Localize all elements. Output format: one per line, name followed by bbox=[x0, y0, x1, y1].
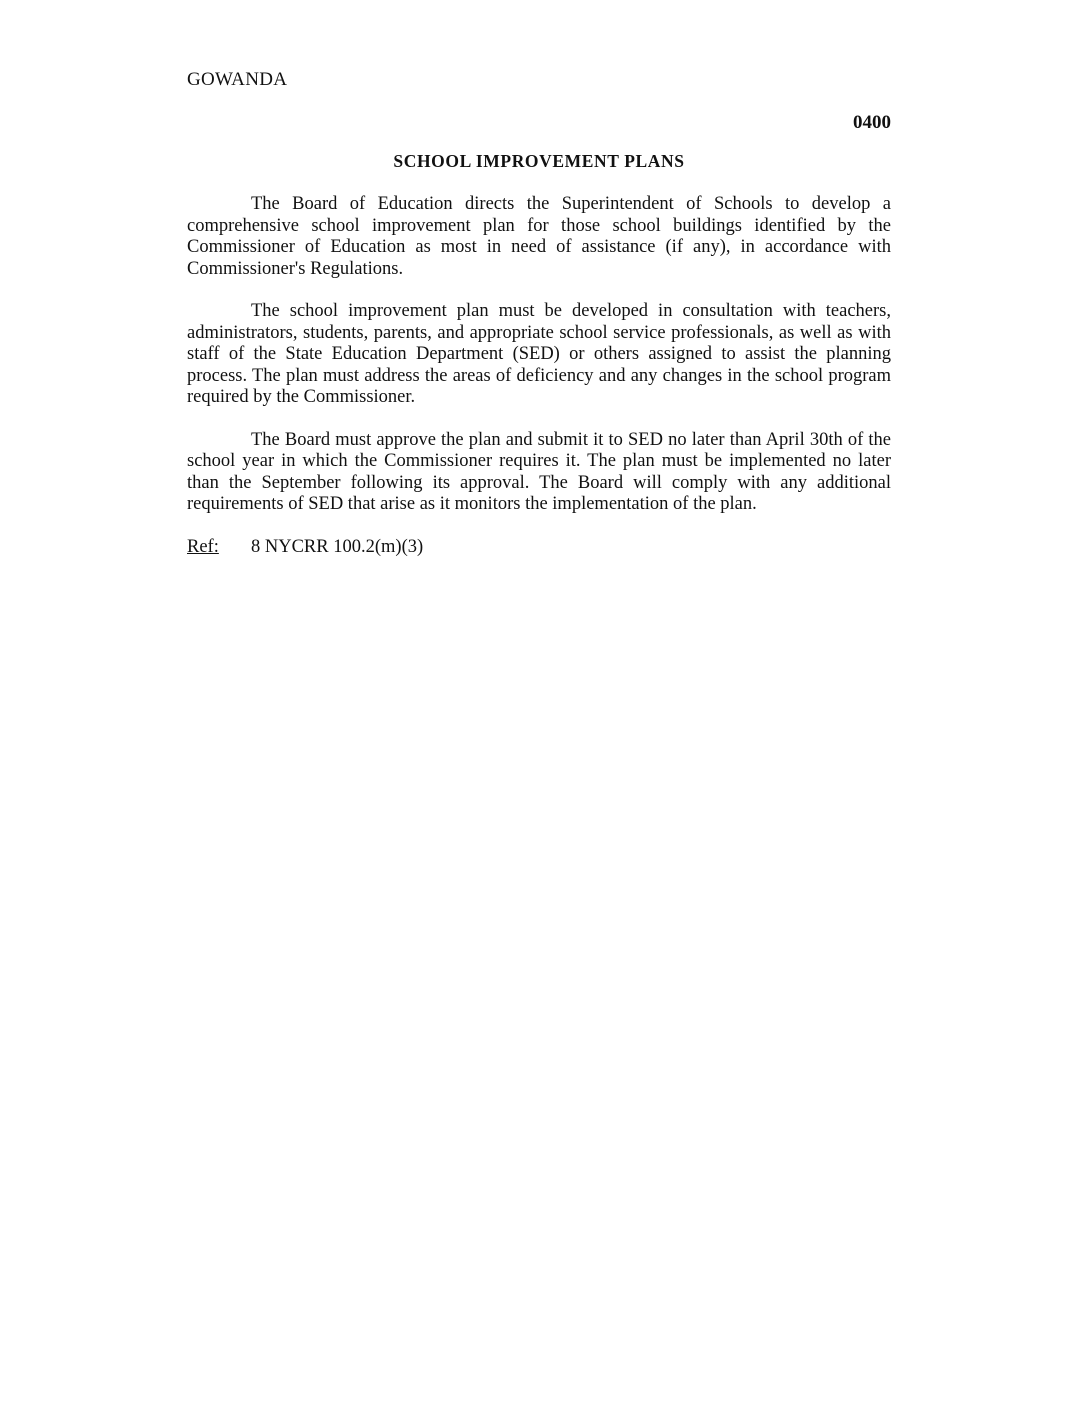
policy-title: SCHOOL IMPROVEMENT PLANS bbox=[393, 151, 685, 171]
district-name: GOWANDA bbox=[187, 69, 288, 90]
policy-number: 0400 bbox=[853, 112, 891, 133]
policy-body bbox=[187, 194, 891, 558]
reference-citation: 8 NYCRR 100.2(m)(3) bbox=[251, 536, 424, 557]
paragraph-approval: The Board must approve the plan and submit it to SED no later than April 30th of the school year in which the Commissioner requires it. The plan must be implemented no later than the September following its approval. The Board will comply with any additional requirements of SED that arise as it monitors the implementation of the plan. bbox=[187, 429, 891, 514]
paragraph-directive: The Board of Education directs the Superintendent of Schools to develop a comprehensive school improvement plan for those school buildings identified by the Commissioner of Education as most in need of assistance (if any), in accordance with Commissioner's Regulations. bbox=[187, 194, 891, 279]
paragraph-consultation: The school improvement plan must be developed in consultation with teachers, administrators, students, parents, and appropriate school service professionals, as well as with staff of the State Education Department (SED) or others assigned to assist the planning process. The plan must address the areas of deficiency and any changes in the school program required by the Commissioner. bbox=[187, 301, 891, 407]
reference-label: Ref: bbox=[187, 536, 219, 557]
reference-line bbox=[187, 537, 891, 558]
